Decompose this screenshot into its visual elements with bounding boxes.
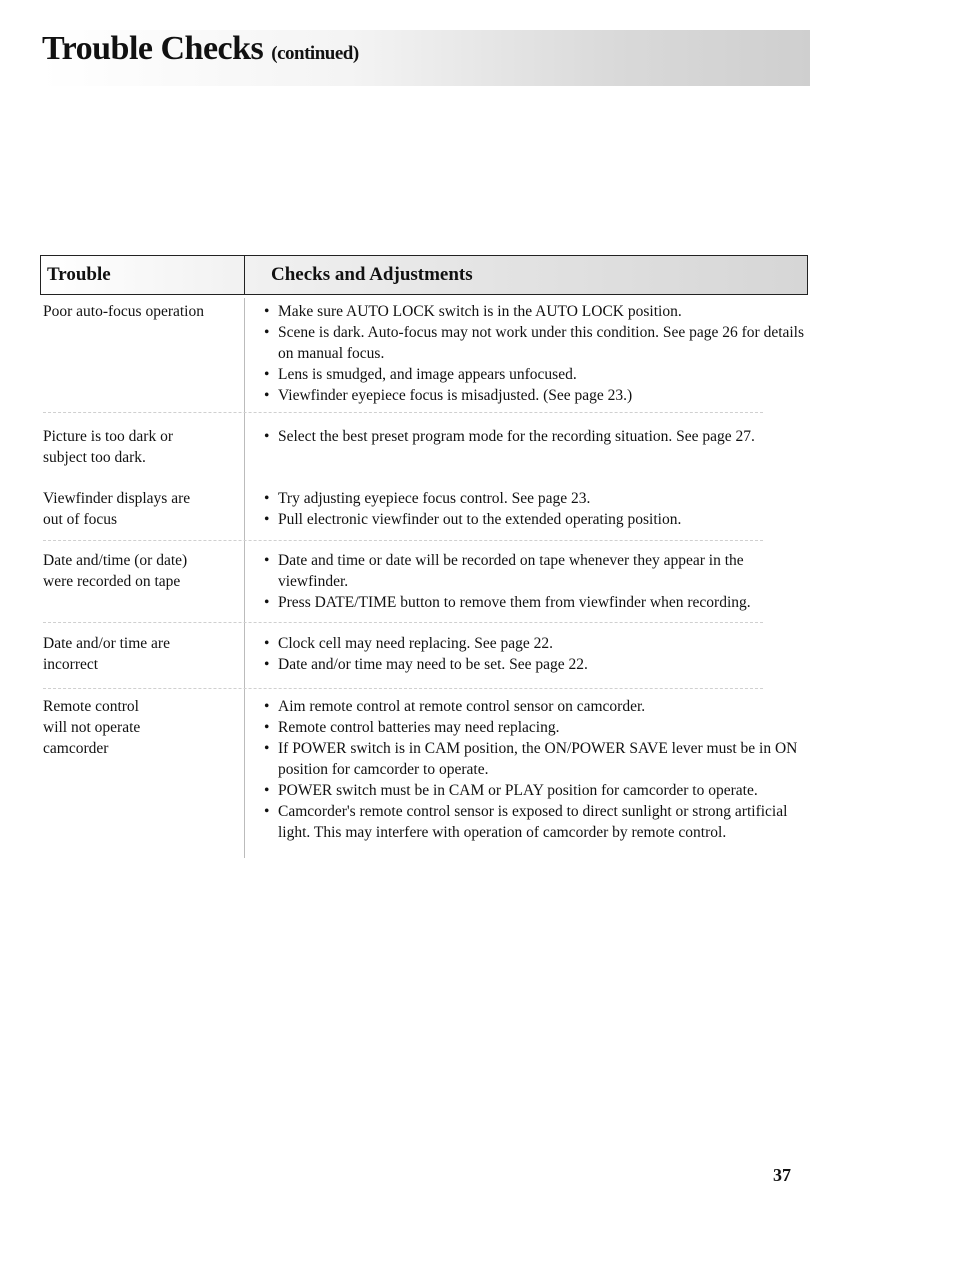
trouble-cell [43,488,233,530]
check-item: • Select the best preset program mode for the recording situation. See page 27. [264,426,814,447]
trouble-cell [43,426,233,468]
row-separator [43,688,763,689]
trouble-line: Viewfinder displays are [43,490,191,507]
row-separator [43,540,763,541]
column-rule [244,298,245,858]
check-item: • POWER switch must be in CAM or PLAY position for camcorder to operate. [264,780,814,801]
check-item: • Aim remote control at remote control sensor on camcorder. [264,696,814,717]
row-separator [43,622,763,623]
check-item: • Make sure AUTO LOCK switch is in the AUTO LOCK position. [264,301,814,322]
check-item: • Remote control batteries may need replacing. [264,717,814,738]
check-item: • Viewfinder eyepiece focus is misadjusted. (See page 23.) [264,385,814,406]
trouble-line: camcorder [43,740,109,757]
table-header [40,255,808,295]
checks-list [264,488,814,530]
checks-list [264,696,814,843]
check-item: • If POWER switch is in CAM position, the ON/POWER SAVE lever must be in ON position for camcorder to operate. [264,738,814,780]
checks-list [264,633,814,675]
check-item: • Date and time or date will be recorded on tape whenever they appear in the viewfinder. [264,550,814,592]
check-item: • Try adjusting eyepiece focus control. See page 23. [264,488,814,509]
trouble-cell [43,633,233,675]
checks-list [264,426,814,447]
trouble-line: incorrect [43,656,99,673]
page-number: 37 [773,1165,791,1185]
check-item: • Date and/or time may need to be set. See page 22. [264,654,814,675]
check-item: • Pull electronic viewfinder out to the extended operating position. [264,509,814,530]
checks-list [264,301,814,406]
check-item: • Camcorder's remote control sensor is exposed to direct sunlight or strong artificial light. This may interfere with operation of camcorder by remote control. [264,801,814,843]
trouble-cell [43,301,233,322]
trouble-cell [43,550,233,592]
check-item: • Lens is smudged, and image appears unfocused. [264,364,814,385]
check-item: • Press DATE/TIME button to remove them from viewfinder when recording. [264,592,814,613]
trouble-line: were recorded on tape [43,573,181,590]
column-header-checks: Checks and Adjustments [271,264,473,285]
checks-list [264,550,814,613]
row-separator [43,412,763,413]
page-title: Trouble Checks (continued) [42,30,359,67]
trouble-line: Poor auto-focus operation [43,303,204,320]
column-header-trouble: Trouble [47,264,111,285]
check-item: • Scene is dark. Auto-focus may not work under this condition. See page 26 for details on manual focus. [264,322,814,364]
check-item: • Clock cell may need replacing. See page 22. [264,633,814,654]
trouble-line: out of focus [43,511,118,528]
header-divider [244,256,245,294]
trouble-line: subject too dark. [43,449,146,466]
trouble-cell [43,696,233,759]
trouble-line: Remote control [43,698,139,715]
continued-label: (continued) [271,43,359,64]
trouble-line: Date and/or time are [43,635,170,652]
trouble-line: Picture is too dark or [43,428,174,445]
trouble-line: will not operate [43,719,141,736]
trouble-line: Date and/time (or date) [43,552,188,569]
